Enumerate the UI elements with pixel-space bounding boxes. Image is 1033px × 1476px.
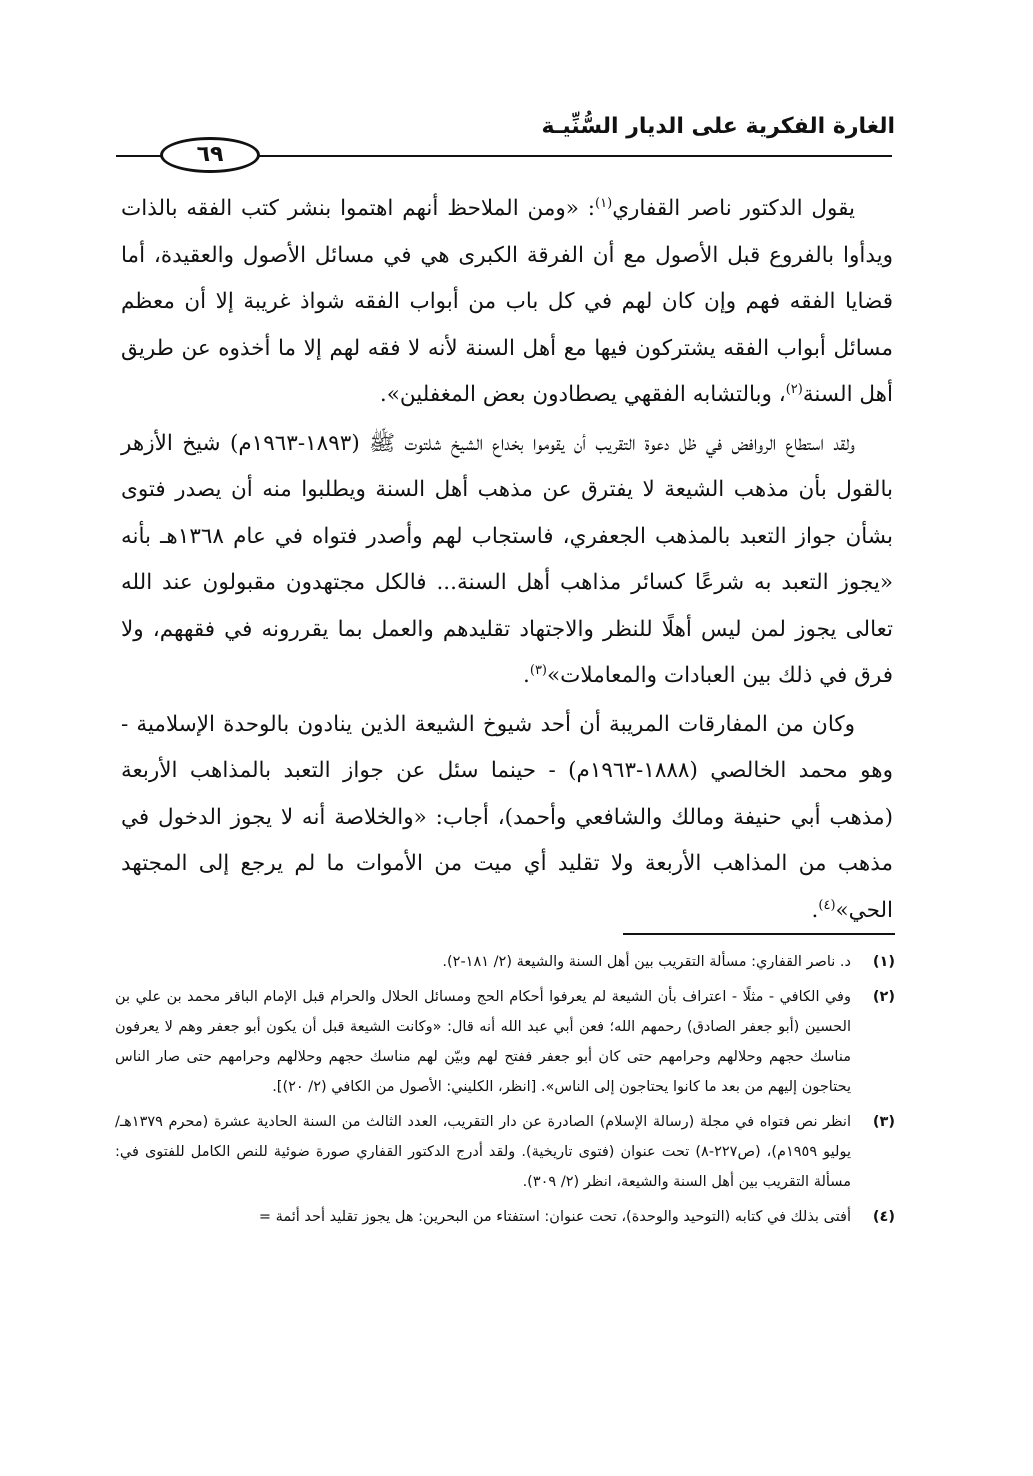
footnote-ref-1: (١): [595, 195, 613, 211]
footnote-number: (٢): [872, 989, 895, 1005]
main-text: [121, 186, 893, 934]
footnote-2: [115, 982, 895, 1102]
paragraph-1-text-a: يقول الدكتور ناصر القفاري: [612, 196, 855, 221]
footnote-1: [115, 947, 895, 977]
footnote-text: انظر نص فتواه في مجلة (رسالة الإسلام) الصادرة عن دار التقريب، العدد الثالث من السنة الحادية عشرة (محرم ١٣٧٩هـ/ يوليو ١٩٥٩م)، (ص٢٢٧-٨) تحت عنوان (فتوى تاريخية). ولقد أدرج الدكتور القفاري صورة ضوئية للنص الكامل للفتوى في: مسألة التقريب بين أهل السنة والشيعة، انظر (٢/ ٣٠٩).: [115, 1114, 851, 1190]
paragraph-1-text-b: : «ومن الملاحظ أنهم اهتموا بنشر كتب الفقه بالذات ويدأوا بالفروع قبل الأصول مع أن الفرقة الكبرى هي في مسائل الأصول والعقيدة، أما قضايا الفقه فهم وإن كان لهم في كل باب من أبواب الفقه شواذ غريبة إلا أن معظم مسائل أبواب الفقه يشتركون فيها مع أهل السنة لأنه لا فقه لهم إلا ما أخذوه عن طريق أهل السنة: [121, 196, 893, 407]
paragraph-2-end: .: [523, 663, 530, 688]
footnote-ref-2: (٢): [785, 381, 803, 397]
footnote-3: [115, 1107, 895, 1197]
footnote-number: (٣): [872, 1114, 895, 1130]
paragraph-1: [121, 186, 893, 419]
footnotes: [115, 947, 895, 1237]
footnote-ref-4: (٤): [818, 897, 836, 913]
footnote-4: [115, 1202, 895, 1232]
paragraph-2-text: ولقد استطاع الروافض في ظل دعوة التقريب أن يقوموا بخداع الشيخ شلتوت ﷺ (١٨٩٣-١٩٦٣م) شيخ الأزهر بالقول بأن مذهب الشيعة لا يفترق عن مذهب أهل السنة ويطلبوا منه أن يصدر فتوى بشأن جواز التعبد بالمذهب الجعفري، فاستجاب لهم وأصدر فتواه في عام ١٣٦٨هـ بأنه «يجوز التعبد به شرعًا كسائر مذاهب أهل السنة... فالكل مجتهدون مقبولون عند الله تعالى يجوز لمن ليس أهلًا للنظر والاجتهاد تقليدهم والعمل بما يقررونه في فقههم، ولا فرق في ذلك بين العبادات والمعاملات»: [121, 430, 893, 688]
footnote-ref-3: (٣): [529, 662, 547, 678]
footnote-number: (٤): [872, 1209, 895, 1225]
footnote-text: أفتى بذلك في كتابه (التوحيد والوحدة)، تحت عنوان: استفتاء من البحرين: هل يجوز تقليد أحد أئمة =: [258, 1209, 851, 1225]
paragraph-3-end: .: [811, 897, 819, 923]
footnote-text: وفي الكافي - مثلًا - اعتراف بأن الشيعة لم يعرفوا أحكام الحج ومسائل الحلال والحرام قبل الإمام الباقر محمد بن علي بن الحسين (أبو جعفر الصادق) رحمهم الله؛ فعن أبي عبد الله أنه قال: «وكانت الشيعة قبل أن يكون أبو جعفر وهم لا يعرفون مناسك حجهم وحلالهم وحرامهم حتى كان أبو جعفر ففتح لهم وبيّن لهم مناسك حجهم وحلالهم وحرامهم حتى صار الناس يحتاجون إليهم من بعد ما كانوا يحتاجون إلى الناس». [انظر، الكليني: الأصول من الكافي (٢/ ٢٠)].: [115, 989, 851, 1095]
paragraph-2: [121, 421, 893, 700]
paragraph-1-text-c: ، وبالتشابه الفقهي يصطادون بعض المغفلين».: [379, 382, 786, 407]
footnote-rule: [623, 933, 895, 935]
footnote-text: د. ناصر القفاري: مسألة التقريب بين أهل السنة والشيعة (٢/ ١٨١-٢).: [442, 954, 851, 970]
page-number: ٦٩: [160, 137, 260, 173]
paragraph-3-text: وكان من المفارقات المريبة أن أحد شيوخ الشيعة الذين ينادون بالوحدة الإسلامية - وهو محمد الخالصي (١٨٨٨-١٩٦٣م) - حينما سئل عن جواز التعبد بالمذاهب الأربعة (مذهب أبي حنيفة ومالك والشافعي وأحمد)، أجاب: «والخلاصة أنه لا يجوز الدخول في مذهب من المذاهب الأربعة ولا تقليد أي ميت من الأموات ما لم يرجع إلى المجتهد الحي»: [121, 711, 893, 923]
footnote-number: (١): [872, 954, 895, 970]
running-head-title: الغارة الفكرية على الديار السُّنِّيـة: [541, 114, 895, 139]
paragraph-3: [121, 702, 893, 935]
